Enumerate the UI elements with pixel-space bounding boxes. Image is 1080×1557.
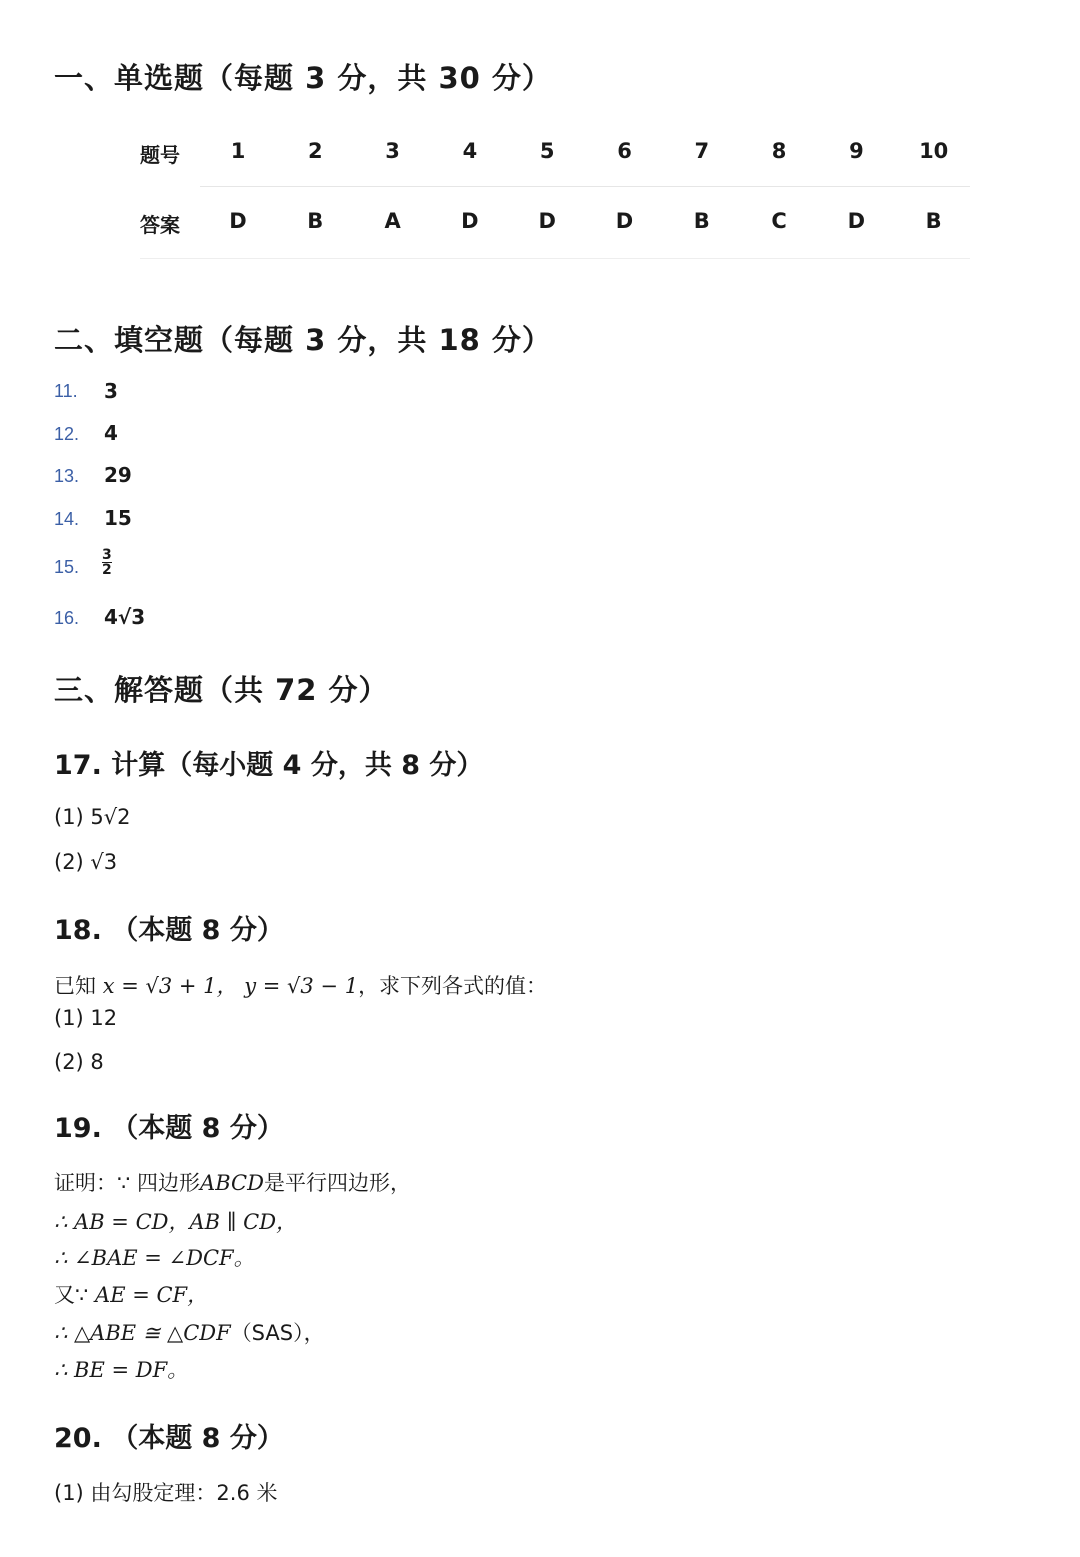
- fraction-denominator: 2: [102, 562, 112, 578]
- q17-answer-1: (1) 5√2: [54, 805, 131, 829]
- section-3-title: 三、解答题（共 72 分）: [54, 673, 389, 707]
- q19-line5-suffix: （SAS），: [230, 1321, 325, 1345]
- q18-answer-1: (1) 12: [54, 1006, 118, 1030]
- q19-line4-math: AE = CF，: [95, 1283, 209, 1307]
- answer-cell: D: [229, 209, 247, 233]
- answer-cell: D: [615, 209, 634, 233]
- question-number-cell: 4: [462, 139, 478, 163]
- table-header-answer: 答案: [140, 213, 180, 237]
- answer-cell: B: [925, 209, 942, 233]
- fill-item-answer-fraction: [102, 548, 112, 577]
- answer-table: [140, 134, 970, 264]
- table-divider: [200, 186, 970, 187]
- section-2-title: 二、填空题（每题 3 分，共 18 分）: [54, 323, 552, 357]
- question-number-cell: 9: [849, 139, 864, 163]
- fraction-numerator: 3: [102, 547, 112, 563]
- q19-proof-line-4: [54, 1279, 208, 1309]
- question-number-cell: 5: [539, 139, 555, 163]
- q18-stem-math: x = √3 + 1， y = √3 − 1: [102, 974, 359, 998]
- fill-item-number: 11.: [54, 381, 78, 401]
- fill-item-number: 16.: [54, 608, 80, 628]
- answer-cell: B: [307, 209, 324, 233]
- answer-cell: D: [847, 209, 866, 233]
- fill-item-number: 15.: [54, 557, 80, 577]
- answer-cell: D: [538, 209, 556, 233]
- fill-item-number: 12.: [54, 424, 80, 444]
- fill-item-number: 14.: [54, 509, 80, 529]
- q19-proof-line-2: ∴ AB = CD，AB ∥ CD，: [54, 1210, 298, 1234]
- q19-proof-line-6: ∴ BE = DF。: [54, 1358, 189, 1382]
- section-1-title: 一、单选题（每题 3 分，共 30 分）: [54, 61, 552, 95]
- fill-item-answer: 29: [104, 463, 132, 487]
- q18-stem-prefix: 已知: [54, 974, 103, 998]
- question-number-cell: 1: [230, 139, 246, 163]
- answer-cell: C: [771, 209, 787, 233]
- q19-proof-line-3: ∴ ∠BAE = ∠DCF。: [54, 1246, 255, 1270]
- q17-answer-2: (2) √3: [54, 850, 118, 874]
- question-number-cell: 10: [919, 139, 949, 163]
- table-bottom-rule: [140, 258, 970, 259]
- question-number-cell: 6: [617, 139, 632, 163]
- q19-line1-math: ABCD: [200, 1171, 264, 1195]
- question-number-cell: 2: [307, 139, 323, 163]
- q19-proof-line-1: [54, 1167, 411, 1197]
- answer-cell: A: [384, 209, 401, 233]
- question-17-title: 17. 计算（每小题 4 分，共 8 分）: [54, 750, 484, 781]
- question-number-cell: 3: [385, 139, 400, 163]
- fill-item-answer: 3: [104, 379, 118, 403]
- q19-line1-prefix: 证明：∵ 四边形: [54, 1171, 201, 1195]
- q19-line4-prefix: 又∵: [54, 1283, 96, 1307]
- question-number-cell: 7: [694, 139, 710, 163]
- q18-stem: [54, 970, 547, 1000]
- answer-cell: D: [461, 209, 479, 233]
- q18-stem-suffix: ，求下列各式的值：: [358, 974, 548, 998]
- q19-proof-line-5: [54, 1317, 325, 1347]
- fill-item-answer: 4√3: [104, 605, 146, 629]
- table-header-number: 题号: [140, 143, 180, 167]
- fill-item-number: 13.: [54, 466, 80, 486]
- q19-line1-suffix: 是平行四边形，: [263, 1171, 411, 1195]
- fill-item-answer: 15: [104, 506, 132, 530]
- question-20-title: 20. （本题 8 分）: [54, 1423, 284, 1454]
- question-18-title: 18. （本题 8 分）: [54, 915, 284, 946]
- q20-answer-1: (1) 由勾股定理：2.6 米: [54, 1481, 278, 1505]
- answer-cell: B: [693, 209, 710, 233]
- q18-answer-2: (2) 8: [54, 1050, 104, 1074]
- question-19-title: 19. （本题 8 分）: [54, 1113, 284, 1144]
- fill-item-answer: 4: [104, 421, 118, 445]
- q19-line5-math: ∴ △ABE ≅ △CDF: [54, 1321, 231, 1345]
- question-number-cell: 8: [771, 139, 787, 163]
